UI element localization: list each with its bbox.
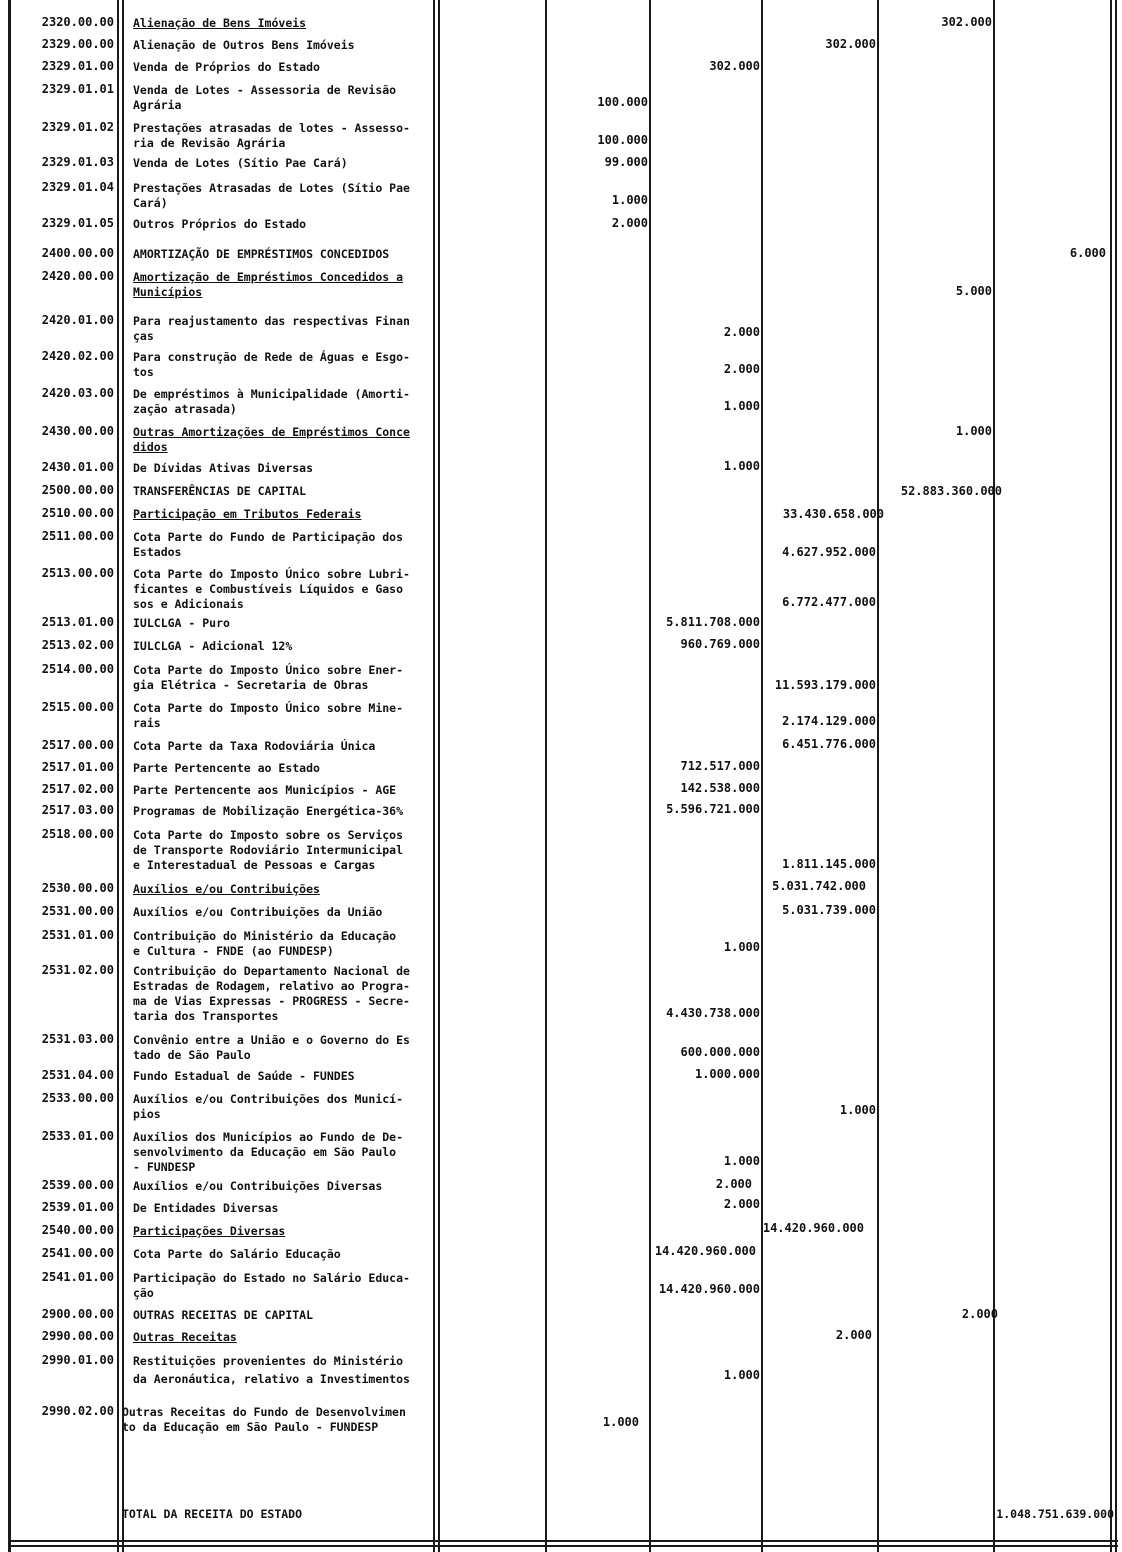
account-code: 2515.00.00 [41, 700, 114, 714]
account-desc-line: Auxílios e/ou Contribuições Diversas [133, 1179, 383, 1193]
total-value: 1.048.751.639.000 [996, 1507, 1114, 1521]
account-desc-line: Venda de Lotes (Sítio Pae Cará) [133, 156, 348, 170]
account-desc-line: Para reajustamento das respectivas Finan [133, 314, 410, 328]
account-code: 2531.00.00 [41, 904, 114, 918]
right-border-rule [1110, 0, 1112, 1552]
value-column-rule [877, 0, 879, 1552]
account-code: 2990.00.00 [41, 1329, 114, 1343]
account-code: 2900.00.00 [41, 1307, 114, 1321]
account-code: 2420.00.00 [41, 269, 114, 283]
account-code: 2329.01.05 [41, 216, 114, 230]
account-desc-line: - FUNDESP [133, 1160, 196, 1174]
account-code: 2531.04.00 [41, 1068, 114, 1082]
value-subitem: 302.000 [709, 59, 760, 73]
value-subitem: 1.000 [723, 459, 760, 473]
account-desc-line: Agrária [133, 98, 182, 112]
account-desc-line: Cota Parte do Imposto sobre os Serviços [133, 828, 404, 842]
account-desc-line: Cota Parte da Taxa Rodoviária Única [133, 739, 376, 753]
account-code: 2329.01.02 [41, 120, 114, 134]
account-code: 2531.01.00 [41, 928, 114, 942]
account-desc-line: AMORTIZAÇÃO DE EMPRÉSTIMOS CONCEDIDOS [133, 247, 390, 261]
value-item: 2.000 [715, 1177, 752, 1191]
account-code: 2513.01.00 [41, 615, 114, 629]
account-desc-line: Outras Receitas [133, 1330, 237, 1344]
account-desc-line: Estradas de Rodagem, relativo ao Progra- [133, 979, 410, 993]
value-item: 2.174.129.000 [782, 714, 876, 728]
value-category: 2.000 [961, 1307, 998, 1321]
code-column-rule [122, 0, 124, 1552]
value-subgroup: 5.000 [955, 284, 992, 298]
account-desc-line: Contribuição do Ministério da Educação [133, 929, 397, 943]
value-subitem: 1.000 [723, 1368, 760, 1382]
right-border-rule [1115, 0, 1117, 1552]
account-desc-line: sos e Adicionais [133, 597, 244, 611]
account-desc-line: IULCLGA - Puro [133, 616, 230, 630]
value-item: 1.811.145.000 [782, 857, 876, 871]
account-desc-line: De Dívidas Ativas Diversas [133, 461, 314, 475]
value-subitem: 1.000.000 [694, 1067, 760, 1081]
value-item: 302.000 [825, 37, 876, 51]
value-detail: 2.000 [611, 216, 648, 230]
account-desc-line: da Aeronáutica, relativo a Investimentos [133, 1372, 410, 1386]
account-code: 2539.01.00 [41, 1200, 114, 1214]
value-subitem: 2.000 [723, 325, 760, 339]
account-desc-line: Cota Parte do Imposto Único sobre Lubri- [133, 567, 410, 581]
account-code: 2430.00.00 [41, 424, 114, 438]
account-code: 2329.01.00 [41, 59, 114, 73]
account-code: 2531.03.00 [41, 1032, 114, 1046]
account-desc-line: IULCLGA - Adicional 12% [133, 639, 293, 653]
desc-column-rule [438, 0, 440, 1552]
account-code: 2329.01.03 [41, 155, 114, 169]
account-code: 2329.00.00 [41, 37, 114, 51]
account-desc-line: ria de Revisão Agrária [133, 136, 286, 150]
account-desc-line: taria dos Transportes [133, 1009, 279, 1023]
account-desc-line: zação atrasada) [133, 402, 237, 416]
account-desc-line: tado de São Paulo [133, 1048, 251, 1062]
account-desc-line: Parte Pertencente aos Municípios - AGE [133, 783, 397, 797]
value-subitem: 2.000 [723, 1197, 760, 1211]
account-desc-line: Auxílios e/ou Contribuições [133, 882, 320, 896]
account-code: 2517.01.00 [41, 760, 114, 774]
value-column-rule [649, 0, 651, 1552]
account-code: 2514.00.00 [41, 662, 114, 676]
account-desc-line: Restituições provenientes do Ministério [133, 1354, 404, 1368]
account-code: 2533.01.00 [41, 1129, 114, 1143]
account-desc-line: Venda de Próprios do Estado [133, 60, 320, 74]
account-code: 2533.00.00 [41, 1091, 114, 1105]
value-subitem: 1.000 [602, 1415, 639, 1429]
account-code: 2518.00.00 [41, 827, 114, 841]
account-code: 2329.01.04 [41, 180, 114, 194]
value-subitem: 960.769.000 [680, 637, 760, 651]
value-item: 6.451.776.000 [782, 737, 876, 751]
value-detail: 1.000 [611, 193, 648, 207]
account-desc-line: Alienação de Bens Imóveis [133, 16, 307, 30]
account-desc-line: OUTRAS RECEITAS DE CAPITAL [133, 1308, 314, 1322]
value-item: 6.772.477.000 [782, 595, 876, 609]
value-subitem: 2.000 [723, 362, 760, 376]
account-code: 2541.00.00 [41, 1246, 114, 1260]
account-desc-line: Cota Parte do Imposto Único sobre Ener- [133, 663, 404, 677]
value-subgroup: 302.000 [941, 15, 992, 29]
value-subgroup: 1.000 [955, 424, 992, 438]
value-item: 1.000 [839, 1103, 876, 1117]
account-code: 2530.00.00 [41, 881, 114, 895]
account-desc-line: Participações Diversas [133, 1224, 286, 1238]
account-desc-line: Convênio entre a União e o Governo do Es [133, 1033, 410, 1047]
account-desc-line: Auxílios dos Municípios ao Fundo de De- [133, 1130, 404, 1144]
value-subitem: 5.811.708.000 [666, 615, 760, 629]
account-desc-line: Fundo Estadual de Saúde - FUNDES [133, 1069, 355, 1083]
account-desc-line: Outras Amortizações de Empréstimos Conce [133, 425, 410, 439]
account-desc-line: Prestações Atrasadas de Lotes (Sítio Pae [133, 181, 410, 195]
account-desc-line: De Entidades Diversas [133, 1201, 279, 1215]
account-desc-line: De empréstimos à Municipalidade (Amorti- [133, 387, 410, 401]
value-subitem: 712.517.000 [680, 759, 760, 773]
value-item: 14.420.960.000 [654, 1244, 756, 1258]
value-detail: 100.000 [597, 95, 648, 109]
value-subitem: 14.420.960.000 [658, 1282, 760, 1296]
account-desc-line: Contribuição do Departamento Nacional de [133, 964, 410, 978]
account-desc-line: senvolvimento da Educação em São Paulo [133, 1145, 397, 1159]
account-desc-line: ças [133, 329, 154, 343]
account-desc-line: ficantes e Combustíveis Líquidos e Gaso [133, 582, 404, 596]
account-desc-line: Auxílios e/ou Contribuições da União [133, 905, 383, 919]
account-code: 2539.00.00 [41, 1178, 114, 1192]
code-column-rule [117, 0, 119, 1552]
account-desc-line: Cota Parte do Imposto Único sobre Mine- [133, 701, 404, 715]
value-subitem: 600.000.000 [680, 1045, 760, 1059]
account-desc-line: Cota Parte do Salário Educação [133, 1247, 341, 1261]
account-desc-line: Participação do Estado no Salário Educa- [133, 1271, 410, 1285]
account-desc-line: pios [133, 1107, 161, 1121]
value-subitem: 1.000 [723, 940, 760, 954]
account-desc-line: Participação em Tributos Federais [133, 507, 362, 521]
account-desc-line: Outros Próprios do Estado [133, 217, 307, 231]
account-desc-line: e Cultura - FNDE (ao FUNDESP) [133, 944, 334, 958]
account-desc-line: Prestações atrasadas de lotes - Assesso- [133, 121, 410, 135]
account-code: 2511.00.00 [41, 529, 114, 543]
account-desc-line: e Interestadual de Pessoas e Cargas [133, 858, 376, 872]
account-code: 2513.00.00 [41, 566, 114, 580]
account-code: 2510.00.00 [41, 506, 114, 520]
value-subitem: 1.000 [723, 399, 760, 413]
value-detail: 100.000 [597, 133, 648, 147]
account-code: 2990.02.00 [41, 1404, 114, 1418]
value-item: 4.627.952.000 [782, 545, 876, 559]
account-desc-line: Parte Pertencente ao Estado [133, 761, 320, 775]
account-code: 2420.01.00 [41, 313, 114, 327]
account-code: 2990.01.00 [41, 1353, 114, 1367]
account-desc-line: didos [133, 440, 168, 454]
value-detail: 99.000 [604, 155, 648, 169]
account-code: 2517.03.00 [41, 803, 114, 817]
value-subgroup: 2.000 [835, 1328, 872, 1342]
account-desc-line: rais [133, 716, 161, 730]
account-code: 2500.00.00 [41, 483, 114, 497]
left-border-rule [8, 0, 11, 1552]
account-desc-line: Auxílios e/ou Contribuições dos Municí- [133, 1092, 404, 1106]
account-desc-line: Amortização de Empréstimos Concedidos a [133, 270, 404, 284]
value-column-rule [545, 0, 547, 1552]
bottom-border-rule [8, 1540, 1118, 1542]
account-desc-line: Alienação de Outros Bens Imóveis [133, 38, 355, 52]
account-code: 2430.01.00 [41, 460, 114, 474]
value-subgroup: 5.031.742.000 [772, 879, 866, 893]
account-code: 2517.00.00 [41, 738, 114, 752]
account-desc-line: Para construção de Rede de Águas e Esgo- [133, 350, 410, 364]
value-item: 11.593.179.000 [774, 678, 876, 692]
account-code: 2531.02.00 [41, 963, 114, 977]
bottom-border-rule [8, 1545, 1118, 1547]
value-subitem: 1.000 [723, 1154, 760, 1168]
account-desc-line: TRANSFERÊNCIAS DE CAPITAL [133, 484, 307, 498]
account-desc-line: Cará) [133, 196, 168, 210]
account-desc-line: Programas de Mobilização Energética-36% [133, 804, 404, 818]
account-desc-line: Cota Parte do Fundo de Participação dos [133, 530, 404, 544]
value-column-rule [761, 0, 763, 1552]
value-item: 5.031.739.000 [782, 903, 876, 917]
account-code: 2540.00.00 [41, 1223, 114, 1237]
value-subgroup: 14.420.960.000 [762, 1221, 864, 1235]
total-label: TOTAL DA RECEITA DO ESTADO [122, 1507, 303, 1521]
account-desc-line: de Transporte Rodoviário Intermunicipal [133, 843, 404, 857]
value-subitem: 5.596.721.000 [666, 802, 760, 816]
value-subitem: 142.538.000 [680, 781, 760, 795]
account-code: 2329.01.01 [41, 82, 114, 96]
value-subitem: 4.430.738.000 [666, 1006, 760, 1020]
account-desc-line: Outras Receitas do Fundo de Desenvolvimen [122, 1405, 406, 1419]
value-category: 6.000 [1069, 246, 1106, 260]
account-desc-line: Municípios [133, 285, 203, 299]
account-code: 2320.00.00 [41, 15, 114, 29]
value-subgroup: 33.430.658.000 [782, 507, 884, 521]
account-desc-line: ma de Vias Expressas - PROGRESS - Secre- [133, 994, 410, 1008]
account-code: 2420.02.00 [41, 349, 114, 363]
account-desc-line: Estados [133, 545, 182, 559]
account-code: 2541.01.00 [41, 1270, 114, 1284]
account-desc-line: gia Elétrica - Secretaria de Obras [133, 678, 369, 692]
account-desc-line: Venda de Lotes - Assessoria de Revisão [133, 83, 397, 97]
account-desc-line: tos [133, 365, 154, 379]
account-code: 2400.00.00 [41, 246, 114, 260]
desc-column-rule [433, 0, 435, 1552]
account-desc-line: to da Educação em São Paulo - FUNDESP [122, 1420, 379, 1434]
account-code: 2517.02.00 [41, 782, 114, 796]
account-desc-line: ção [133, 1286, 154, 1300]
account-code: 2513.02.00 [41, 638, 114, 652]
value-category: 52.883.360.000 [900, 484, 1002, 498]
account-code: 2420.03.00 [41, 386, 114, 400]
